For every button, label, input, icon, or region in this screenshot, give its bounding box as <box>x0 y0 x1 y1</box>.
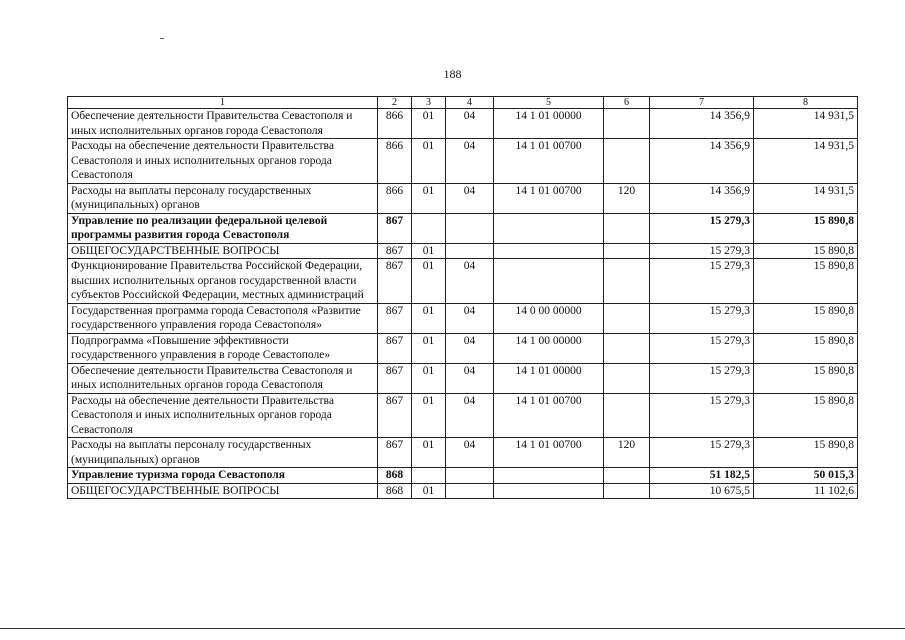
cell-name: Функционирование Правительства Российской Федерации, высших исполнительных органов государственной власти субъектов Российской Федерации, местных администраций <box>68 259 378 304</box>
cell-col-6 <box>604 333 650 363</box>
cell-col-5 <box>494 483 604 499</box>
cell-col-6 <box>604 468 650 484</box>
cell-col-3: 01 <box>412 139 446 184</box>
cell-col-6 <box>604 393 650 438</box>
cell-col-5: 14 1 01 00700 <box>494 183 604 213</box>
cell-col-8: 15 890,8 <box>754 303 858 333</box>
table-row <box>68 333 858 363</box>
cell-col-4: 04 <box>446 303 494 333</box>
table-row <box>68 213 858 243</box>
cell-col-8: 15 890,8 <box>754 243 858 259</box>
cell-col-7: 15 279,3 <box>650 438 754 468</box>
table-row <box>68 393 858 438</box>
cell-col-7: 14 356,9 <box>650 183 754 213</box>
cell-col-7: 15 279,3 <box>650 363 754 393</box>
page-number: 188 <box>443 67 462 81</box>
cell-col-7: 10 675,5 <box>650 483 754 499</box>
cell-name: Управление туризма города Севастополя <box>68 468 378 484</box>
header-col-2: 2 <box>378 97 412 109</box>
cell-col-6 <box>604 483 650 499</box>
header-col-5: 5 <box>494 97 604 109</box>
table-row <box>68 259 858 304</box>
cell-col-6 <box>604 109 650 139</box>
cell-col-6: 120 <box>604 438 650 468</box>
cell-col-4: 04 <box>446 333 494 363</box>
cell-col-8: 15 890,8 <box>754 438 858 468</box>
cell-col-7: 15 279,3 <box>650 213 754 243</box>
cell-col-2: 867 <box>378 333 412 363</box>
cell-col-6 <box>604 139 650 184</box>
cell-col-6 <box>604 213 650 243</box>
cell-col-5 <box>494 468 604 484</box>
cell-col-3: 01 <box>412 393 446 438</box>
cell-name: Управление по реализации федеральной целевой программы развития города Севастополя <box>68 213 378 243</box>
cell-col-6 <box>604 243 650 259</box>
cell-col-4: 04 <box>446 363 494 393</box>
cell-col-7: 15 279,3 <box>650 393 754 438</box>
table-row <box>68 243 858 259</box>
cell-col-5: 14 1 01 00700 <box>494 438 604 468</box>
cell-col-3: 01 <box>412 259 446 304</box>
cell-col-2: 867 <box>378 213 412 243</box>
cell-col-2: 867 <box>378 243 412 259</box>
cell-name: Расходы на выплаты персоналу государственных (муниципальных) органов <box>68 438 378 468</box>
cell-col-8: 15 890,8 <box>754 363 858 393</box>
cell-col-4 <box>446 213 494 243</box>
cell-col-2: 867 <box>378 259 412 304</box>
table-header-row <box>68 97 858 109</box>
cell-col-8: 50 015,3 <box>754 468 858 484</box>
cell-col-7: 14 356,9 <box>650 139 754 184</box>
cell-col-7: 51 182,5 <box>650 468 754 484</box>
cell-col-7: 15 279,3 <box>650 243 754 259</box>
cell-col-6 <box>604 259 650 304</box>
cell-name: Обеспечение деятельности Правительства Севастополя и иных исполнительных органов города Севастополя <box>68 363 378 393</box>
cell-col-3: 01 <box>412 483 446 499</box>
cell-name: Подпрограмма «Повышение эффективности государственного управления в городе Севастополе» <box>68 333 378 363</box>
header-col-6: 6 <box>604 97 650 109</box>
page-bottom-edge <box>0 628 905 629</box>
cell-col-8: 15 890,8 <box>754 259 858 304</box>
cell-col-7: 14 356,9 <box>650 109 754 139</box>
cell-col-3: 01 <box>412 243 446 259</box>
cell-name: Расходы на выплаты персоналу государственных (муниципальных) органов <box>68 183 378 213</box>
cell-col-4: 04 <box>446 393 494 438</box>
cell-col-5 <box>494 243 604 259</box>
header-col-4: 4 <box>446 97 494 109</box>
cell-col-7: 15 279,3 <box>650 303 754 333</box>
table-row <box>68 438 858 468</box>
cell-col-4 <box>446 468 494 484</box>
cell-col-2: 867 <box>378 393 412 438</box>
table-row <box>68 483 858 499</box>
cell-col-8: 15 890,8 <box>754 213 858 243</box>
header-col-1: 1 <box>68 97 378 109</box>
cell-col-4: 04 <box>446 109 494 139</box>
cell-col-5: 14 0 00 00000 <box>494 303 604 333</box>
cell-col-4: 04 <box>446 438 494 468</box>
cell-name: Обеспечение деятельности Правительства Севастополя и иных исполнительных органов города Севастополя <box>68 109 378 139</box>
cell-col-2: 867 <box>378 438 412 468</box>
cell-col-8: 11 102,6 <box>754 483 858 499</box>
cell-col-7: 15 279,3 <box>650 259 754 304</box>
cell-col-2: 866 <box>378 139 412 184</box>
cell-col-6 <box>604 363 650 393</box>
table-row <box>68 468 858 484</box>
cell-col-8: 15 890,8 <box>754 393 858 438</box>
cell-col-5 <box>494 259 604 304</box>
cell-col-3: 01 <box>412 183 446 213</box>
budget-table <box>67 96 858 499</box>
cell-col-5: 14 1 01 00000 <box>494 363 604 393</box>
cell-col-5: 14 1 01 00700 <box>494 393 604 438</box>
cell-col-4: 04 <box>446 259 494 304</box>
table-row <box>68 139 858 184</box>
cell-col-4 <box>446 483 494 499</box>
cell-col-5: 14 1 01 00700 <box>494 139 604 184</box>
cell-col-4 <box>446 243 494 259</box>
cell-col-3: 01 <box>412 333 446 363</box>
header-col-7: 7 <box>650 97 754 109</box>
cell-col-2: 866 <box>378 109 412 139</box>
cell-col-2: 866 <box>378 183 412 213</box>
cell-col-3: 01 <box>412 109 446 139</box>
cell-name: ОБЩЕГОСУДАРСТВЕННЫЕ ВОПРОСЫ <box>68 483 378 499</box>
cell-col-2: 867 <box>378 303 412 333</box>
table-row <box>68 303 858 333</box>
cell-col-4: 04 <box>446 183 494 213</box>
cell-col-8: 14 931,5 <box>754 139 858 184</box>
cell-col-6: 120 <box>604 183 650 213</box>
header-col-8: 8 <box>754 97 858 109</box>
cell-col-8: 15 890,8 <box>754 333 858 363</box>
cell-col-4: 04 <box>446 139 494 184</box>
header-col-3: 3 <box>412 97 446 109</box>
cell-col-8: 14 931,5 <box>754 183 858 213</box>
scan-mark <box>160 38 164 39</box>
table-row <box>68 363 858 393</box>
cell-col-2: 867 <box>378 363 412 393</box>
cell-col-3 <box>412 468 446 484</box>
cell-col-5 <box>494 213 604 243</box>
table-row <box>68 183 858 213</box>
cell-col-3 <box>412 213 446 243</box>
cell-col-3: 01 <box>412 363 446 393</box>
cell-name: Расходы на обеспечение деятельности Правительства Севастополя и иных исполнительных органов города Севастополя <box>68 139 378 184</box>
cell-col-7: 15 279,3 <box>650 333 754 363</box>
cell-col-5: 14 1 01 00000 <box>494 109 604 139</box>
cell-col-3: 01 <box>412 303 446 333</box>
cell-col-2: 868 <box>378 468 412 484</box>
cell-name: ОБЩЕГОСУДАРСТВЕННЫЕ ВОПРОСЫ <box>68 243 378 259</box>
cell-col-6 <box>604 303 650 333</box>
cell-name: Расходы на обеспечение деятельности Правительства Севастополя и иных исполнительных органов города Севастополя <box>68 393 378 438</box>
cell-col-8: 14 931,5 <box>754 109 858 139</box>
table-body <box>68 109 858 499</box>
table-row <box>68 109 858 139</box>
cell-name: Государственная программа города Севастополя «Развитие государственного управления города Севастополя» <box>68 303 378 333</box>
cell-col-2: 868 <box>378 483 412 499</box>
cell-col-3: 01 <box>412 438 446 468</box>
cell-col-5: 14 1 00 00000 <box>494 333 604 363</box>
